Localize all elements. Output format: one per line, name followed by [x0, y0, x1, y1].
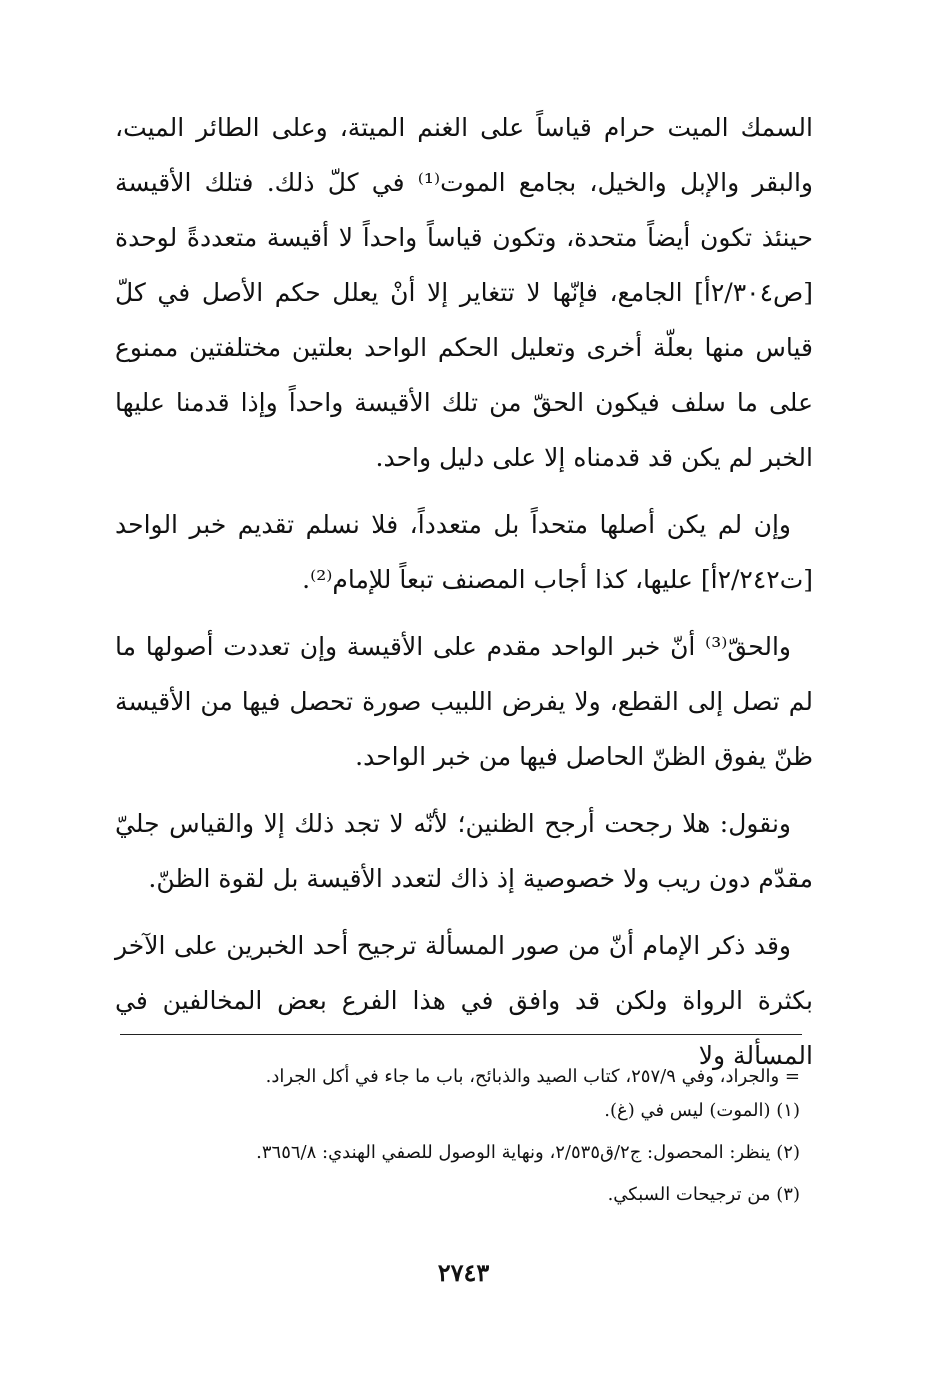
paragraph-1: السمك الميت حرام قياساً على الغنم الميتة، وعلى الطائر الميت، والبقر والإبل والخيل، بجامع الموت⁽¹⁾ في كلّ ذلك. فتلك الأقيسة حينئذ تكون أيضاً متحدة، وتكون قياساً واحداً لا أقيسة متعددةً لوحدة [ص٢/٣٠٤أ] الجامع، فإنّها لا تتغاير إلا أنْ يعلل حكم الأصل في كلّ قياس منها بعلّة أخرى وتعليل الحكم الواحد بعلتين مختلفتين ممنوع على ما سلف فيكون الحقّ من تلك الأقيسة واحداً وإذا قدمنا عليها الخبر لم يكن قد قدمناه إلا على دليل واحد. — [115, 113, 813, 472]
paragraph-2: وإن لم يكن أصلها متحداً بل متعدداً، فلا نسلم تقديم خبر الواحد [ت٢/٢٤٢أ] عليها، كذا أجاب المصنف تبعاً للإمام⁽²⁾. — [115, 510, 813, 594]
footnotes — [140, 1060, 800, 1212]
paragraph-5: وقد ذكر الإمام أنّ من صور المسألة ترجيح أحد الخبرين على الآخر بكثرة الرواة ولكن قد وافق في هذا الفرع بعض المخالفين في المسألة ولا — [115, 931, 813, 1070]
paragraph-4: ونقول: هلا رجحت أرجح الظنين؛ لأنّه لا تجد ذلك إلا والقياس جليّ مقدّم دون ريب ولا خصوصية إذ ذاك لتعدد الأقيسة بل لقوة الظنّ. — [115, 809, 813, 893]
footnote-continuation: = والجراد، وفي ٢٥٧/٩، كتاب الصيد والذبائح، باب ما جاء في أكل الجراد. — [265, 1066, 800, 1087]
footnote-1: (١) (الموت) ليس في (غ). — [604, 1100, 800, 1121]
footnote-divider — [120, 1034, 802, 1035]
footnote-3: (٣) من ترجيحات السبكي. — [607, 1184, 800, 1205]
page-number: ٢٧٤٣ — [437, 1258, 490, 1287]
paragraph-3: والحقّ⁽³⁾ أنّ خبر الواحد مقدم على الأقيسة وإن تعددت أصولها ما لم تصل إلى القطع، ولا يفرض اللبيب صورة تحصل فيها من الأقيسة ظنّ يفوق الظنّ الحاصل فيها من خبر الواحد. — [115, 632, 813, 771]
footnote-2: (٢) ينظر: المحصول: ج٢/ق٢/٥٣٥، ونهاية الوصول للصفي الهندي: ٣٦٥٦/٨. — [256, 1142, 800, 1163]
main-text — [115, 100, 813, 1083]
